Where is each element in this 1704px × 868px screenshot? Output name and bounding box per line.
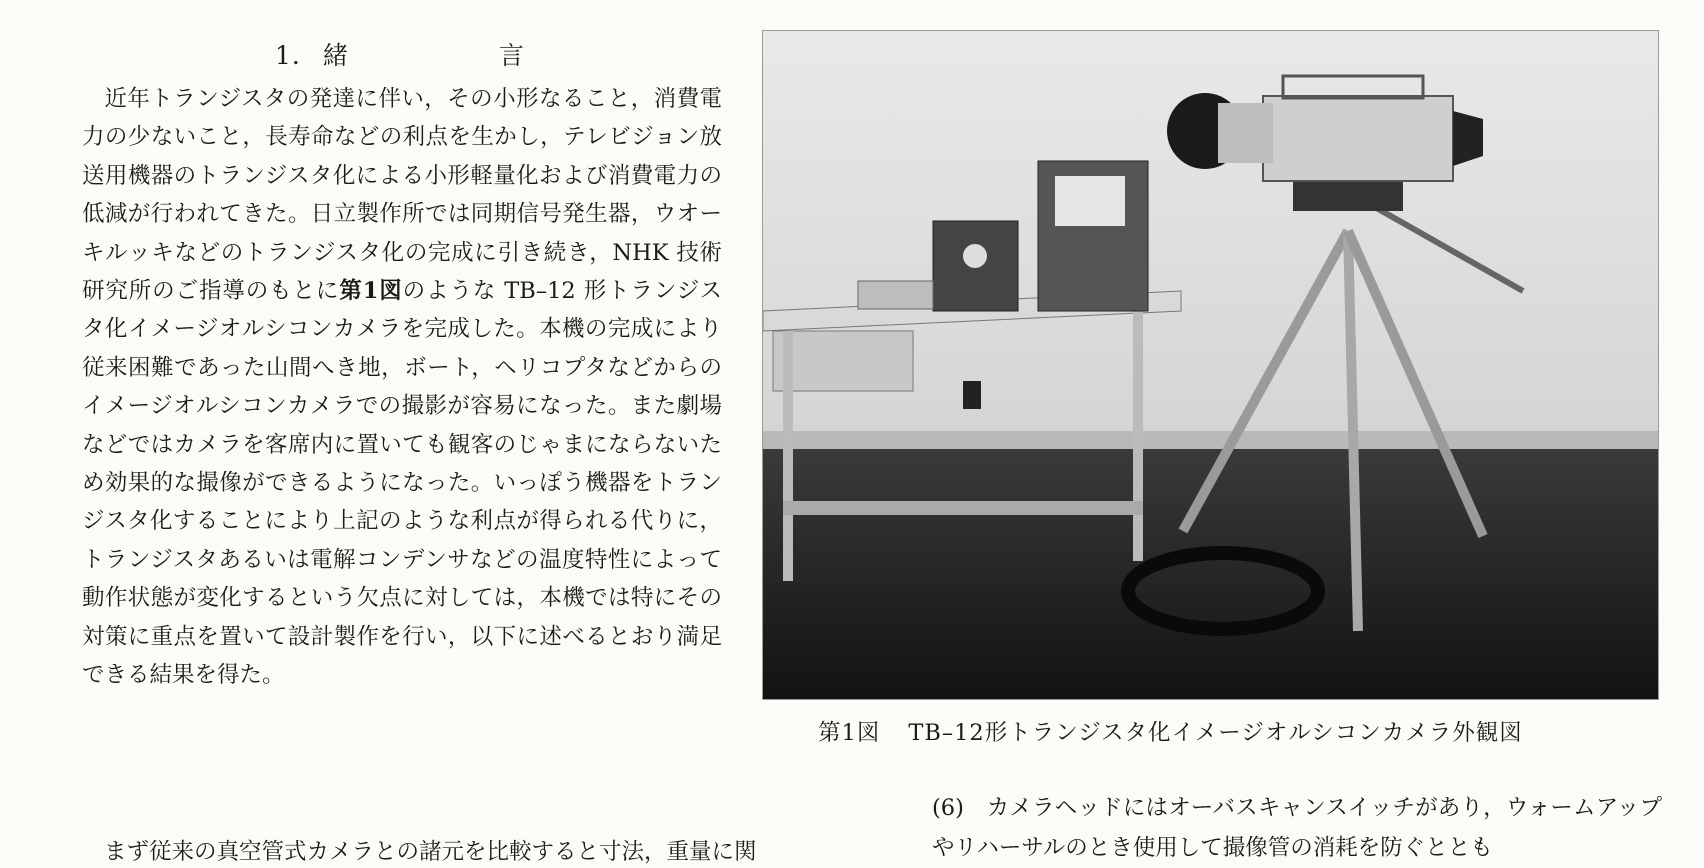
paragraph-text-continued: のような TB–12 形トランジスタ化イメージオルシコンカメラを完成した。本機の完成により従来困難であった山間へき地，ボート，ヘリコプタなどからのイメージオルシコンカメラでの撮影が容易になった。また劇場などではカメラを客席内に置いても観客のじゃまにならないため効果的な撮像ができるようになった。いっぽう機器をトランジスタ化することにより上記のような利点が得られる代りに，トランジスタあるいは電解コンデンサなどの温度特性によって動作状態が変化するという欠点に対しては，本機では特にその対策に重点を置いて設計製作を行い，以下に述べるとおり満足できる結果を得た。 (82, 278, 722, 689)
camera-illustration (763, 31, 1658, 699)
list-item-6: (6) カメラヘッドにはオーバスキャンスイッチがあり，ウォームアップやリハーサルのとき使用して撮像管の消耗を防ぐととも (932, 795, 1662, 861)
figure-reference: 第1図 (339, 278, 403, 305)
next-paragraph: まず従来の真空管式カメラとの諸元を比較すると寸法，重量に関 (104, 839, 757, 865)
body-paragraph (82, 80, 722, 695)
camera-photo (762, 30, 1659, 700)
section-title-char-2: 言 (498, 41, 525, 70)
caption-text: TB–12形トランジスタ化イメージオルシコンカメラ外観図 (908, 720, 1523, 746)
section-heading (275, 36, 525, 72)
section-number: 1. (275, 41, 301, 70)
right-column-text (932, 788, 1662, 868)
figure-caption (818, 715, 1523, 747)
paragraph-text: 近年トランジスタの発達に伴い，その小形なること，消費電力の少ないこと，長寿命などの利点を生かし，テレビジョン放送用機器のトランジスタ化による小形軽量化および消費電力の低減が行われてきた。日立製作所では同期信号発生器，ウオーキルッキなどのトランジスタ化の完成に引き続き，NHK 技術研究所のご指導のもとに (82, 86, 722, 305)
section-title-char-1: 緒 (322, 41, 349, 70)
caption-label: 第1図 (818, 720, 881, 746)
body-column (82, 80, 722, 695)
